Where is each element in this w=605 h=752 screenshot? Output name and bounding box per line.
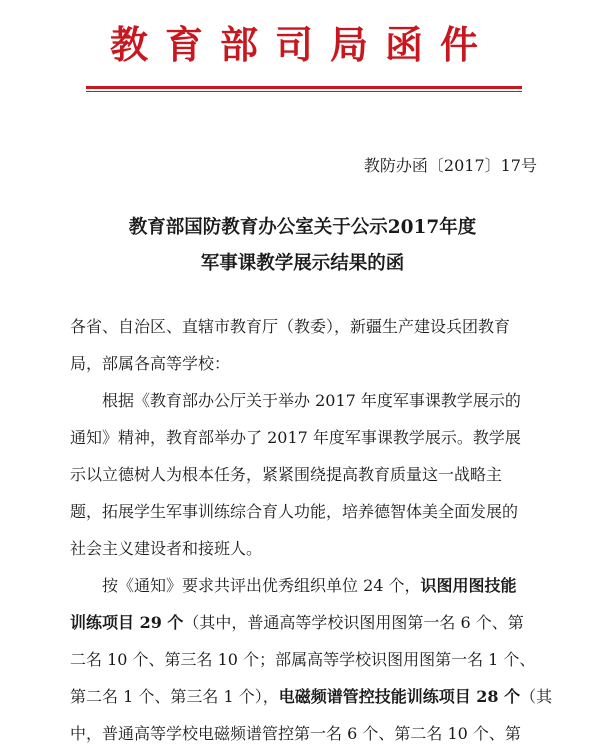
document-body — [70, 308, 553, 752]
para1-line-1: 根据《教育部办公厅关于举办 2017 年度军事课教学展示的 — [102, 391, 521, 410]
para2-line-3: 二名 10 个、第三名 10 个；部属高等学校识图用图第一名 1 个、 — [70, 650, 536, 669]
letterhead-title: 教育部司局函件 — [109, 23, 495, 67]
document-number: 教防办函〔2017〕17号 — [363, 156, 537, 175]
para2-line-5: 中，普通高等学校电磁频谱管控第一名 6 个、第二名 10 个、第 — [70, 724, 521, 743]
para2-line-2-bold: 训练项目 29 个 — [70, 613, 184, 632]
para2-line-1 — [70, 567, 540, 604]
para2-line-1-bold: 识图用图技能 — [420, 576, 517, 595]
salutation-line-1: 各省、自治区、直辖市教育厅（教委），新疆生产建设兵团教育 — [70, 317, 511, 336]
letterhead-rule-thin — [86, 91, 522, 92]
para2-line-4-plain: 第二名 1 个、第三名 1 个）， — [70, 687, 279, 706]
salutation-line-2: 局，部属各高等学校： — [70, 354, 231, 373]
letterhead-rule-thick — [86, 86, 522, 89]
para2-line-1-plain: 按《通知》要求共评出优秀组织单位 24 个， — [102, 576, 421, 595]
para2-line-4-bold: 电磁频谱管控技能训练项目 28 个 — [278, 687, 521, 706]
para2-line-4-tail: （其 — [520, 687, 553, 706]
para2-line-2-plain: （其中，普通高等学校识图用图第一名 6 个、第 — [183, 613, 524, 632]
document-title-line-1: 教育部国防教育办公室关于公示2017年度 — [128, 217, 477, 238]
para1-line-2: 通知》精神，教育部举办了 2017 年度军事课教学展示。教学展 — [70, 428, 521, 447]
para2-line-4 — [70, 678, 553, 715]
document-title-line-2: 军事课教学展示结果的函 — [200, 253, 405, 274]
para2-line-2 — [70, 604, 540, 641]
para1-line-5: 社会主义建设者和接班人。 — [70, 539, 263, 558]
para1-line-4: 题，拓展学生军事训练综合育人功能，培养德智体美全面发展的 — [70, 502, 519, 521]
para1-line-3: 示以立德树人为根本任务，紧紧围绕提高教育质量这一战略主 — [70, 465, 503, 484]
